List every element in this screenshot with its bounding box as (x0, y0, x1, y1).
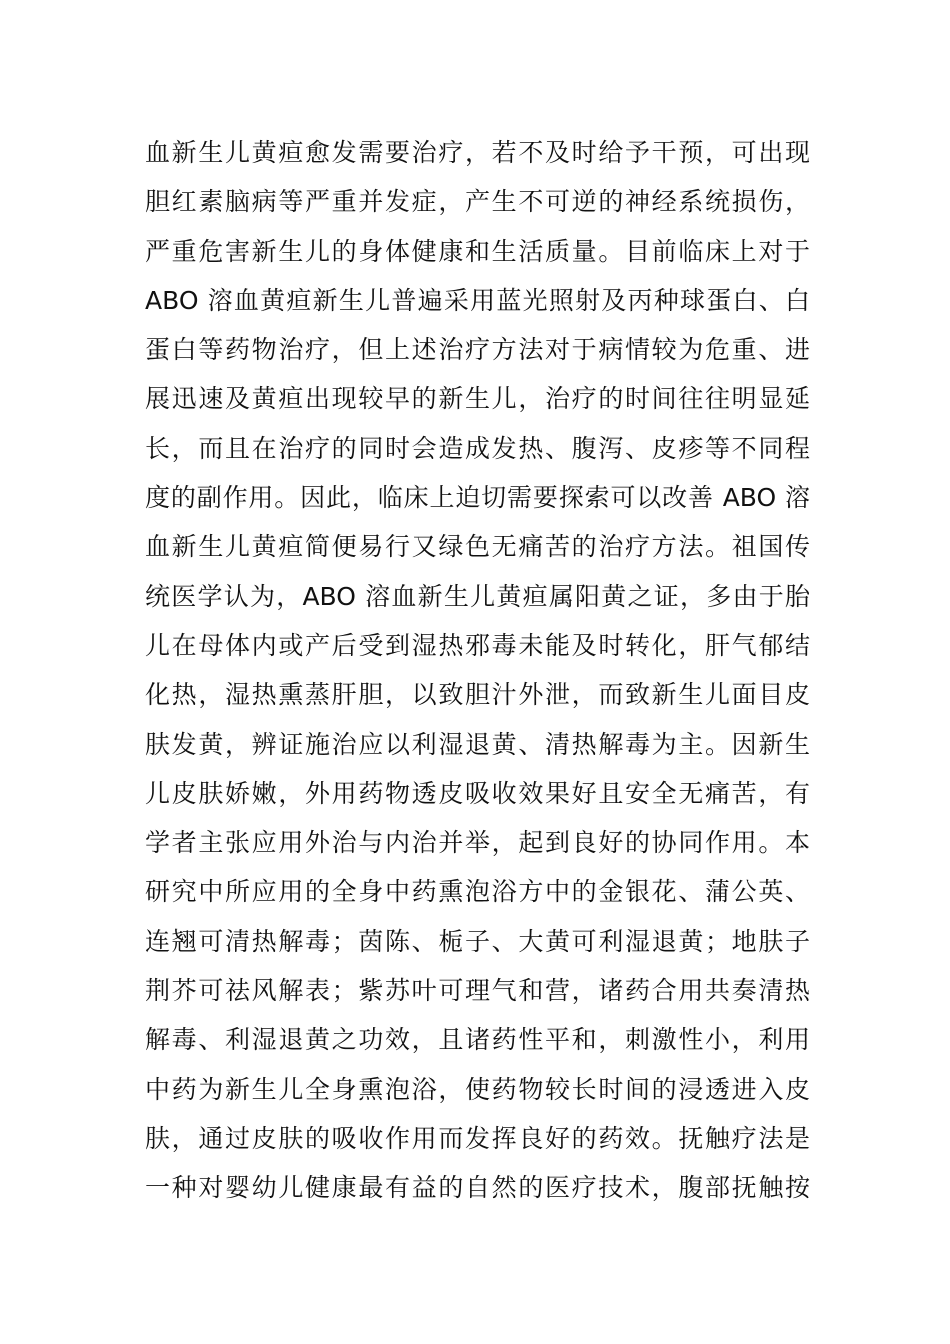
text-line: 儿在母体内或产后受到湿热邪毒未能及时转化，肝气郁结 (145, 630, 810, 660)
text-line: ABO 溶血黄疸新生儿普遍采用蓝光照射及丙种球蛋白、白 (145, 285, 810, 315)
text-line: 研究中所应用的全身中药熏泡浴方中的金银花、蒲公英、 (145, 877, 810, 907)
text-line: 血新生儿黄疸简便易行又绿色无痛苦的治疗方法。祖国传 (145, 532, 810, 562)
text-line: 肤发黄，辨证施治应以利湿退黄、清热解毒为主。因新生 (145, 729, 810, 759)
text-line: 解毒、利湿退黄之功效，且诸药性平和，刺激性小，利用 (145, 1025, 810, 1055)
text-line: 一种对婴幼儿健康最有益的自然的医疗技术，腹部抚触按 (145, 1173, 810, 1203)
text-line: 儿皮肤娇嫩，外用药物透皮吸收效果好且安全无痛苦，有 (145, 778, 810, 808)
text-line: 血新生儿黄疸愈发需要治疗，若不及时给予干预，可出现 (145, 138, 810, 167)
text-line: 学者主张应用外治与内治并举，起到良好的协同作用。本 (145, 828, 810, 858)
text-line: 蛋白等药物治疗，但上述治疗方法对于病情较为危重、进 (145, 335, 810, 365)
text-line: 荆芥可祛风解表；紫苏叶可理气和营，诸药合用共奏清热 (145, 976, 810, 1006)
text-line: 严重危害新生儿的身体健康和生活质量。目前临床上对于 (145, 236, 810, 266)
body-paragraph (145, 128, 810, 1213)
text-line: 化热，湿热熏蒸肝胆，以致胆汁外泄，而致新生儿面目皮 (145, 680, 810, 710)
text-line: 连翘可清热解毒；茵陈、栀子、大黄可利湿退黄；地肤子 (145, 926, 810, 956)
text-line: 中药为新生儿全身熏泡浴，使药物较长时间的浸透进入皮 (145, 1074, 810, 1104)
text-line: 长，而且在治疗的同时会造成发热、腹泻、皮疹等不同程 (145, 433, 810, 463)
text-line: 胆红素脑病等严重并发症，产生不可逆的神经系统损伤， (145, 187, 810, 217)
text-line: 统医学认为，ABO 溶血新生儿黄疸属阳黄之证，多由于胎 (145, 581, 810, 611)
text-line: 度的副作用。因此，临床上迫切需要探索可以改善 ABO 溶 (145, 483, 810, 513)
text-line: 肤，通过皮肤的吸收作用而发挥良好的药效。抚触疗法是 (145, 1123, 810, 1153)
text-line: 展迅速及黄疸出现较早的新生儿，治疗的时间往往明显延 (145, 384, 810, 414)
